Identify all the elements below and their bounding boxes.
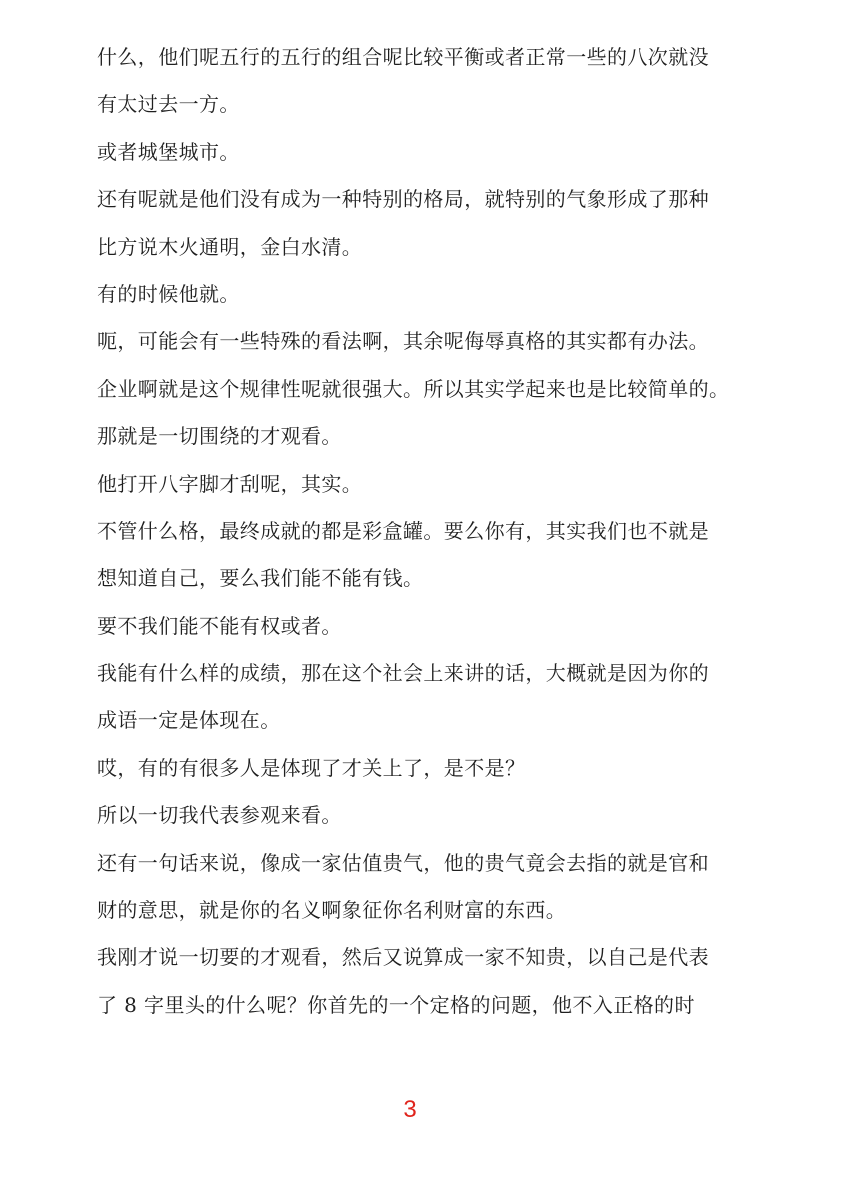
text-line: 所以一切我代表参观来看。 [97, 803, 342, 828]
text-line: 要不我们能不能有权或者。 [97, 613, 342, 638]
text-line: 成语一定是体现在。 [97, 708, 281, 733]
text-line: 什么，他们呢五行的五行的组合呢比较平衡或者正常一些的八次就没 [97, 45, 709, 69]
text-line: 或者城堡城市。 [97, 139, 240, 164]
text-line: 了 8 字里头的什么呢？你首先的一个定格的问题，他不入正格的时 [97, 992, 695, 1017]
text-line: 还有呢就是他们没有成为一种特别的格局，就特别的气象形成了那种 [97, 187, 709, 212]
text-line: 想知道自己，要么我们能不能有钱。 [97, 566, 424, 591]
text-line: 比方说木火通明，金白水清。 [97, 234, 363, 259]
page-footer [0, 1096, 820, 1124]
text-line: 那就是一切围绕的才观看。 [97, 424, 342, 449]
text-line: 哎，有的有很多人是体现了才关上了，是不是？ [97, 755, 526, 780]
text-line: 呃，可能会有一些特殊的看法啊，其余呢侮辱真格的其实都有办法。 [97, 329, 709, 354]
page-number: 3 [403, 1096, 417, 1123]
document-body [97, 34, 787, 1029]
text-line: 他打开八字脚才刮呢，其实。 [97, 471, 363, 496]
text-line: 不管什么格，最终成就的都是彩盒罐。要么你有，其实我们也不就是 [97, 518, 709, 543]
text-line: 还有一句话来说，像成一家估值贵气，他的贵气竟会去指的就是官和 [97, 850, 709, 875]
text-line: 企业啊就是这个规律性呢就很强大。所以其实学起来也是比较简单的。 [97, 376, 730, 401]
text-line: 有的时候他就。 [97, 281, 240, 306]
text-line: 有太过去一方。 [97, 92, 240, 117]
text-line: 财的意思，就是你的名义啊象征你名利财富的东西。 [97, 898, 567, 923]
text-line: 我能有什么样的成绩，那在这个社会上来讲的话，大概就是因为你的 [97, 661, 709, 686]
text-line: 我刚才说一切要的才观看，然后又说算成一家不知贵，以自己是代表 [97, 945, 709, 970]
